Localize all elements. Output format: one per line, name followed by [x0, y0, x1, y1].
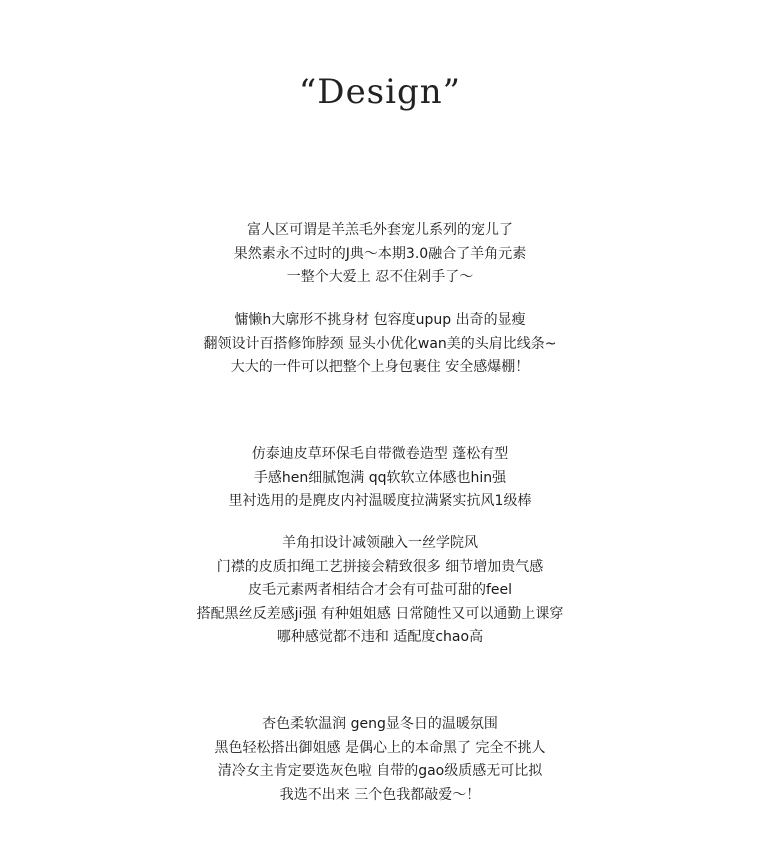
paragraph-details: [0, 532, 760, 650]
text-line: 搭配黑丝反差感ji强 有种姐姐感 日常随性又可以通勤上课穿: [196, 605, 564, 622]
text-line: 清冷女主肯定要选灰色啦 自带的gao级质感无可比拟: [217, 763, 543, 779]
text-line: 门襟的皮质扣绳工艺拼接会精致很多 细节增加贵气感: [216, 558, 544, 575]
text-line: 翻领设计百搭修饰脖颈 显头小优化wan美的头肩比线条~: [203, 335, 557, 352]
text-line: 里衬选用的是麂皮内衬温暖度拉满紧实抗风1级棒: [228, 493, 532, 509]
paragraph-colors: [0, 713, 760, 807]
text-line: 手感hen细腻饱满 qq软软立体感也hin强: [253, 469, 507, 486]
text-line: 我选不出来 三个色我都敲爱～！: [279, 786, 481, 803]
text-line: 仿泰迪皮草环保毛自带微卷造型 蓬松有型: [251, 446, 509, 462]
text-line: 大大的一件可以把整个上身包裹住 安全感爆棚！: [230, 359, 530, 375]
text-line: 慵懒h大廓形不挑身材 包容度upup 出奇的显瘦: [234, 312, 526, 328]
design-heading: “Design”: [298, 72, 462, 112]
text-line: 黑色轻松搭出御姐感 是偶心上的本命黑了 完全不挑人: [214, 739, 546, 756]
paragraph-material: [0, 443, 760, 514]
text-line: 皮毛元素两者相结合才会有可盐可甜的feel: [247, 582, 513, 598]
text-line: 一整个大爱上 忍不住剁手了～: [286, 269, 474, 285]
text-line: 果然素永不过时的J典～本期3.0融合了羊角元素: [233, 245, 527, 262]
paragraph-silhouette: [0, 309, 760, 380]
text-line: 富人区可谓是羊羔毛外套宠儿系列的宠儿了: [247, 222, 513, 238]
text-line: 哪种感觉都不违和 适配度chao高: [276, 629, 484, 645]
text-line: 杏色柔软温润 geng显冬日的温暖氛围: [262, 716, 498, 732]
text-line: 羊角扣设计减领融入一丝学院风: [282, 535, 478, 551]
paragraph-intro: [0, 219, 760, 290]
